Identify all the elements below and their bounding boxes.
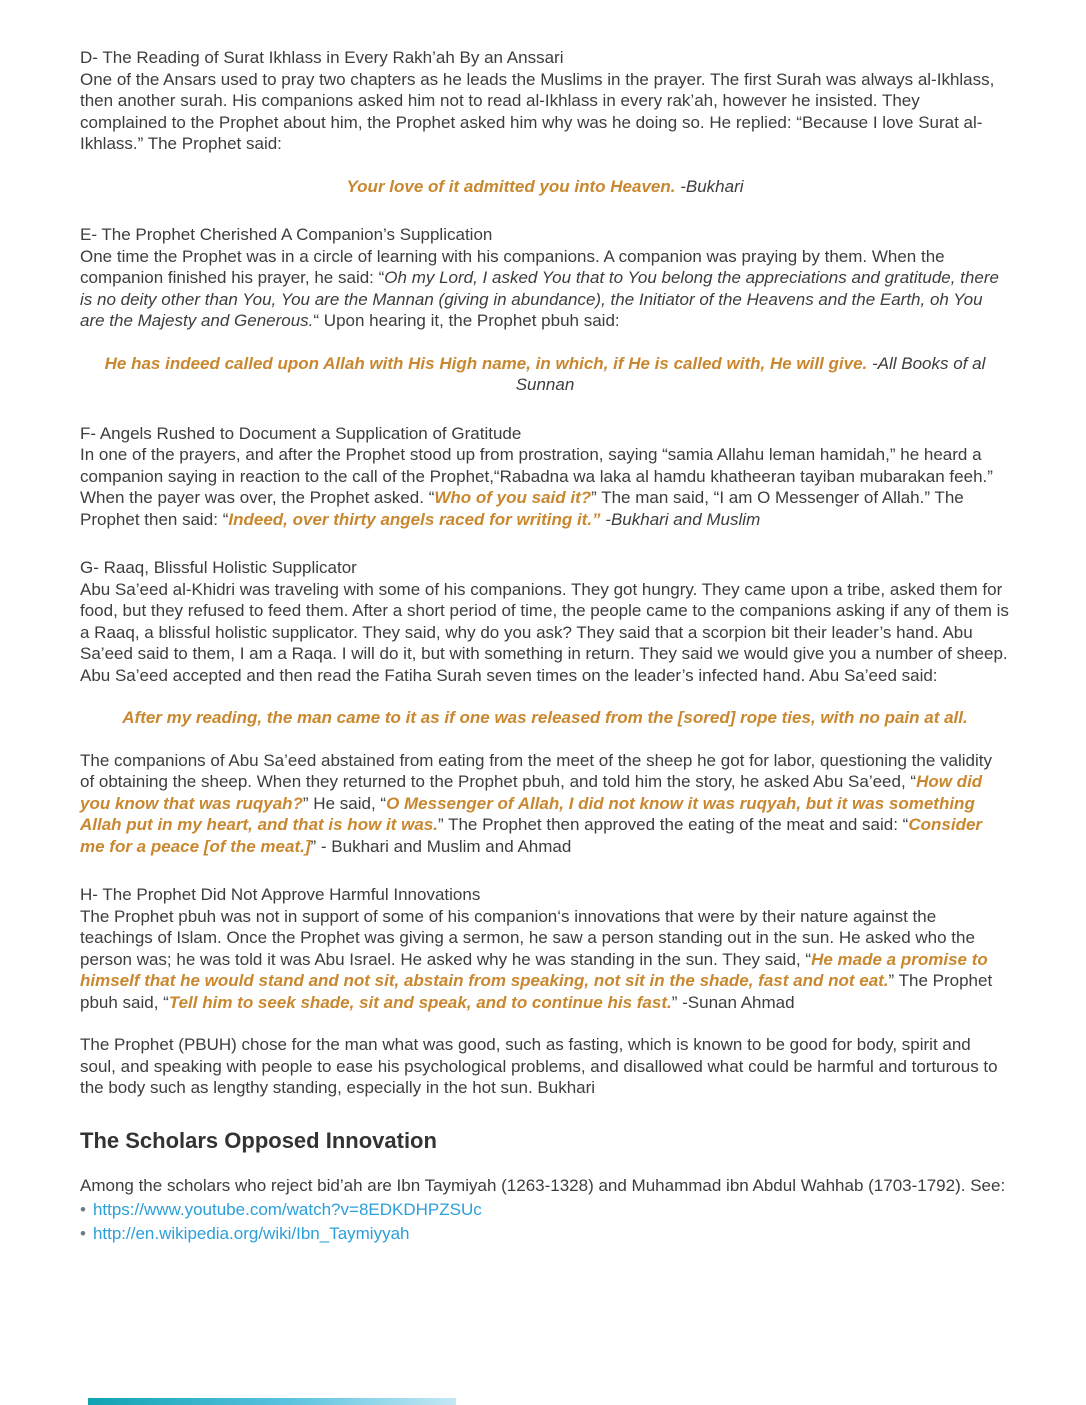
- section-g-heading: [80, 557, 1010, 579]
- text-run: H- The Prophet Did Not Approve Harmful Innovations: [80, 885, 481, 904]
- text-run: One time the Prophet was in a circle of learning with his companions. A companion was praying by them. When the companion finished his prayer, he said: “: [80, 246, 945, 287]
- text-run: F- Angels Rushed to Document a Supplication of Gratitude: [80, 423, 522, 443]
- text-run: “ Upon hearing it, the Prophet pbuh said:: [313, 311, 620, 330]
- text-run: He made a promise to himself that he would stand and not sit, abstain from speaking, not sit in the shade, fast and not eat.: [80, 949, 988, 990]
- text-run: Consider me for a peace [of the meat.]: [80, 815, 983, 856]
- section-h-paragraph: [80, 906, 1010, 1014]
- text-run: ” The Prophet pbuh said, “: [80, 971, 993, 1012]
- section-e-heading: [80, 224, 1010, 246]
- text-run: O Messenger of Allah, I did not know it was ruqyah, but it was something Allah put in my heart, and that is how it was.: [80, 793, 975, 834]
- text-run: G- Raaq, Blissful Holistic Supplicator: [80, 558, 357, 577]
- text-run: -Bukhari and Muslim: [600, 509, 761, 529]
- text-run: After my reading, the man came to it as if one was released from the [sored] rope ties, with no pain at all.: [122, 708, 968, 727]
- text-run: -Bukhari: [675, 176, 744, 196]
- quote-bukhari: [80, 176, 1010, 198]
- quote-rope-ties: [80, 707, 1010, 729]
- text-run: D- The Reading of Surat Ikhlass in Every Rakh’ah By an Anssari: [80, 48, 564, 67]
- text-run: Among the scholars who reject bid’ah are Ibn Taymiyah (1263-1328) and Muhammad ibn Abdul Wahhab (1703-1792). See:: [80, 1175, 1006, 1195]
- link-item-youtube: [80, 1198, 1010, 1222]
- text-run: Indeed, over thirty angels raced for writing it.”: [228, 509, 601, 529]
- text-run: -All Books of al Sunnan: [515, 353, 986, 394]
- text-run: How did you know that was ruqyah?: [80, 772, 983, 813]
- bullet-icon: •: [80, 1223, 86, 1243]
- text-run: He has indeed called upon Allah with His High name, in which, if He is called with, He will give.: [104, 353, 868, 373]
- section-f-heading: [80, 423, 1010, 445]
- section-d-heading: [80, 47, 1010, 69]
- section-d-paragraph: [80, 69, 1010, 155]
- quote-al-sunnan: [80, 353, 1010, 396]
- section-g-paragraph: [80, 579, 1010, 687]
- text-run: Abu Sa’eed al-Khidri was traveling with some of his companions. They got hungry. They came upon a tribe, asked them for food, but they refused to feed them. After a short period of time, the people came to the companions asking if any of them is a Raaq, a blissful holistic supplicator. They said, why do you ask? They said that a scorpion bit their leader’s hand. Abu Sa’eed said to them, I am a Raqa. I will do it, but with something in return. They said we would give you a number of sheep. Abu Sa’eed accepted and then read the Fatiha Surah seven times on the leader’s infected hand. Abu Sa’eed said:: [80, 579, 1009, 685]
- link-item-wikipedia: [80, 1222, 1010, 1246]
- text-run: In one of the prayers, and after the Prophet stood up from prostration, saying “samia Allahu leman hamidah,” he heard a companion saying in reaction to the call of the Prophet,“Rabadna wa laka al hamdu khatheeran tayiban mubarakan feeh.” When the payer was over, the Prophet asked. “: [80, 445, 993, 507]
- text-run: Your love of it admitted you into Heaven.: [346, 176, 676, 196]
- section-f-paragraph: [80, 444, 1010, 530]
- scholars-title: [80, 1127, 1010, 1154]
- bullet-icon: •: [80, 1200, 86, 1219]
- reference-links: [80, 1198, 1010, 1245]
- text-run: ” -Sunan Ahmad: [671, 992, 795, 1012]
- text-run: ” The man said, “I am O Messenger of Allah.” The Prophet then said: “: [80, 488, 964, 529]
- text-run: Tell him to seek shade, sit and speak, and to continue his fast.: [168, 992, 672, 1012]
- text-run: The Prophet (PBUH) chose for the man what was good, such as fasting, which is known to be good for body, spirit and soul, and speaking with people to ease his psychological problems, and disallowed what could be harmful and torturous to the body such as lengthy standing, especially in the hot sun. Bukhari: [80, 1035, 998, 1097]
- section-h-heading: [80, 884, 1010, 906]
- text-run: Who of you said it?: [434, 488, 592, 507]
- section-h-paragraph-2: [80, 1034, 1010, 1099]
- text-run: ” He said, “: [302, 793, 387, 813]
- text-run: The Prophet pbuh was not in support of some of his companion‘s innovations that were by their nature against the teachings of Islam. Once the Prophet was giving a sermon, he saw a person standing out in the sun. He asked who the person was; he was told it was Abu Israel. He asked why he was standing in the sun. They said, “: [80, 906, 975, 969]
- text-run: The companions of Abu Sa’eed abstained from eating from the meet of the sheep he got for labor, questioning the validity of obtaining the sheep. When they returned to the Prophet pbuh, and told him the story, he asked Abu Sa’eed, “: [80, 750, 992, 791]
- section-g-paragraph-2: [80, 750, 1010, 858]
- text-run: Oh my Lord, I asked You that to You belong the appreciations and gratitude, there is no deity other than You, You are the Mannan (giving in abundance), the Initiator of the Heavens and the Earth, oh You are the Majesty and Generous.: [80, 268, 999, 330]
- text-run: ” - Bukhari and Muslim and Ahmad: [310, 836, 572, 856]
- text-run: The Scholars Opposed Innovation: [80, 1127, 437, 1153]
- youtube-link[interactable]: https://www.youtube.com/watch?v=8EDKDHPZSUc: [92, 1200, 482, 1219]
- teal-divider-bar: [88, 1398, 456, 1405]
- wikipedia-link[interactable]: http://en.wikipedia.org/wiki/Ibn_Taymiyyah: [92, 1223, 410, 1243]
- text-run: E- The Prophet Cherished A Companion’s Supplication: [80, 225, 493, 244]
- text-run: One of the Ansars used to pray two chapters as he leads the Muslims in the prayer. The first Surah was always al-Ikhlass, then another surah. His companions asked him not to read al-Ikhlass in every rak’ah, however he insisted. They complained to the Prophet about him, the Prophet asked him why was he doing so. He replied: “Because I love Surat al-Ikhlass.” The Prophet said:: [80, 69, 995, 153]
- section-e-paragraph: [80, 246, 1010, 332]
- text-run: ” The Prophet then approved the eating of the meat and said: “: [438, 815, 909, 834]
- scholars-paragraph: [80, 1175, 1010, 1197]
